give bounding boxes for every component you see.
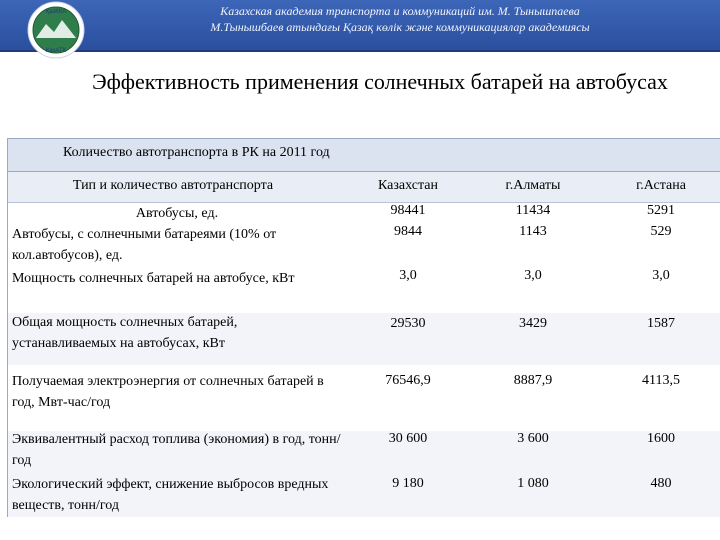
table-cell: 5291 <box>647 203 675 218</box>
table-cell: 3429 <box>519 316 547 331</box>
table-cell: 3 600 <box>517 431 549 446</box>
table-cell: 3,0 <box>524 268 542 283</box>
academy-name-kz: М.Тынышбаев атындағы Қазақ көлік және коммуникациялар академиясы <box>210 20 590 34</box>
table-row-label: Мощность солнечных батарей на автобусе, кВт <box>12 271 295 286</box>
table-cell: 30 600 <box>388 431 428 446</box>
svg-text:ҚазККА: ҚазККА <box>45 9 67 15</box>
table-row-label: Автобусы, с солнечными батареями (10% от кол.автобусов), ед. <box>12 227 277 263</box>
table-cell: 529 <box>650 224 672 239</box>
table-cell: 1600 <box>647 431 675 446</box>
svg-text:КазАТК: КазАТК <box>45 48 67 54</box>
academy-name-ru: Казахская академия транспорта и коммуникаций им. М. Тынышпаева <box>220 4 580 18</box>
header-almaty: г.Алматы <box>505 178 561 193</box>
table-cell: 480 <box>650 476 672 491</box>
header-bar <box>0 0 720 52</box>
table-row-label: Получаемая электроэнергия от солнечных батарей в год, Мвт-час/год <box>12 374 324 410</box>
table-cell: 11434 <box>515 203 551 218</box>
table-cell: 1143 <box>519 224 547 239</box>
data-table <box>7 138 720 517</box>
table-caption: Количество автотранспорта в РК на 2011 год <box>63 145 330 160</box>
table-cell: 4113,5 <box>642 373 680 388</box>
academy-logo <box>22 0 90 62</box>
table-header-row <box>8 172 720 203</box>
table-row-label: Автобусы, ед. <box>135 206 219 221</box>
header-kazakhstan: Казахстан <box>378 178 438 193</box>
table-cell: 1 080 <box>517 476 549 491</box>
header-type: Тип и количество автотранспорта <box>72 178 274 193</box>
table-row-label: Общая мощность солнечных батарей, устанавливаемых на автобусах, кВт <box>12 315 238 351</box>
table-row-label: Эквивалентный расход топлива (экономия) в год, тонн/год <box>12 432 341 468</box>
table-cell: 3,0 <box>652 268 670 283</box>
table-cell: 1587 <box>647 316 675 331</box>
academy-name <box>100 3 700 35</box>
table-caption-row <box>8 139 720 172</box>
table-cell: 29530 <box>390 316 426 331</box>
slide-title: Эффективность применения солнечных батарей на автобусах <box>92 69 668 94</box>
table-row-label: Экологический эффект, снижение выбросов вредных веществ, тонн/год <box>12 477 329 513</box>
table-cell: 98441 <box>390 203 426 218</box>
table-cell: 8887,9 <box>513 373 553 388</box>
table-cell: 9 180 <box>392 476 424 491</box>
table-cell: 76546,9 <box>385 373 431 388</box>
header-astana: г.Астана <box>636 178 686 193</box>
table-cell: 3,0 <box>399 268 417 283</box>
table-cell: 9844 <box>394 224 422 239</box>
